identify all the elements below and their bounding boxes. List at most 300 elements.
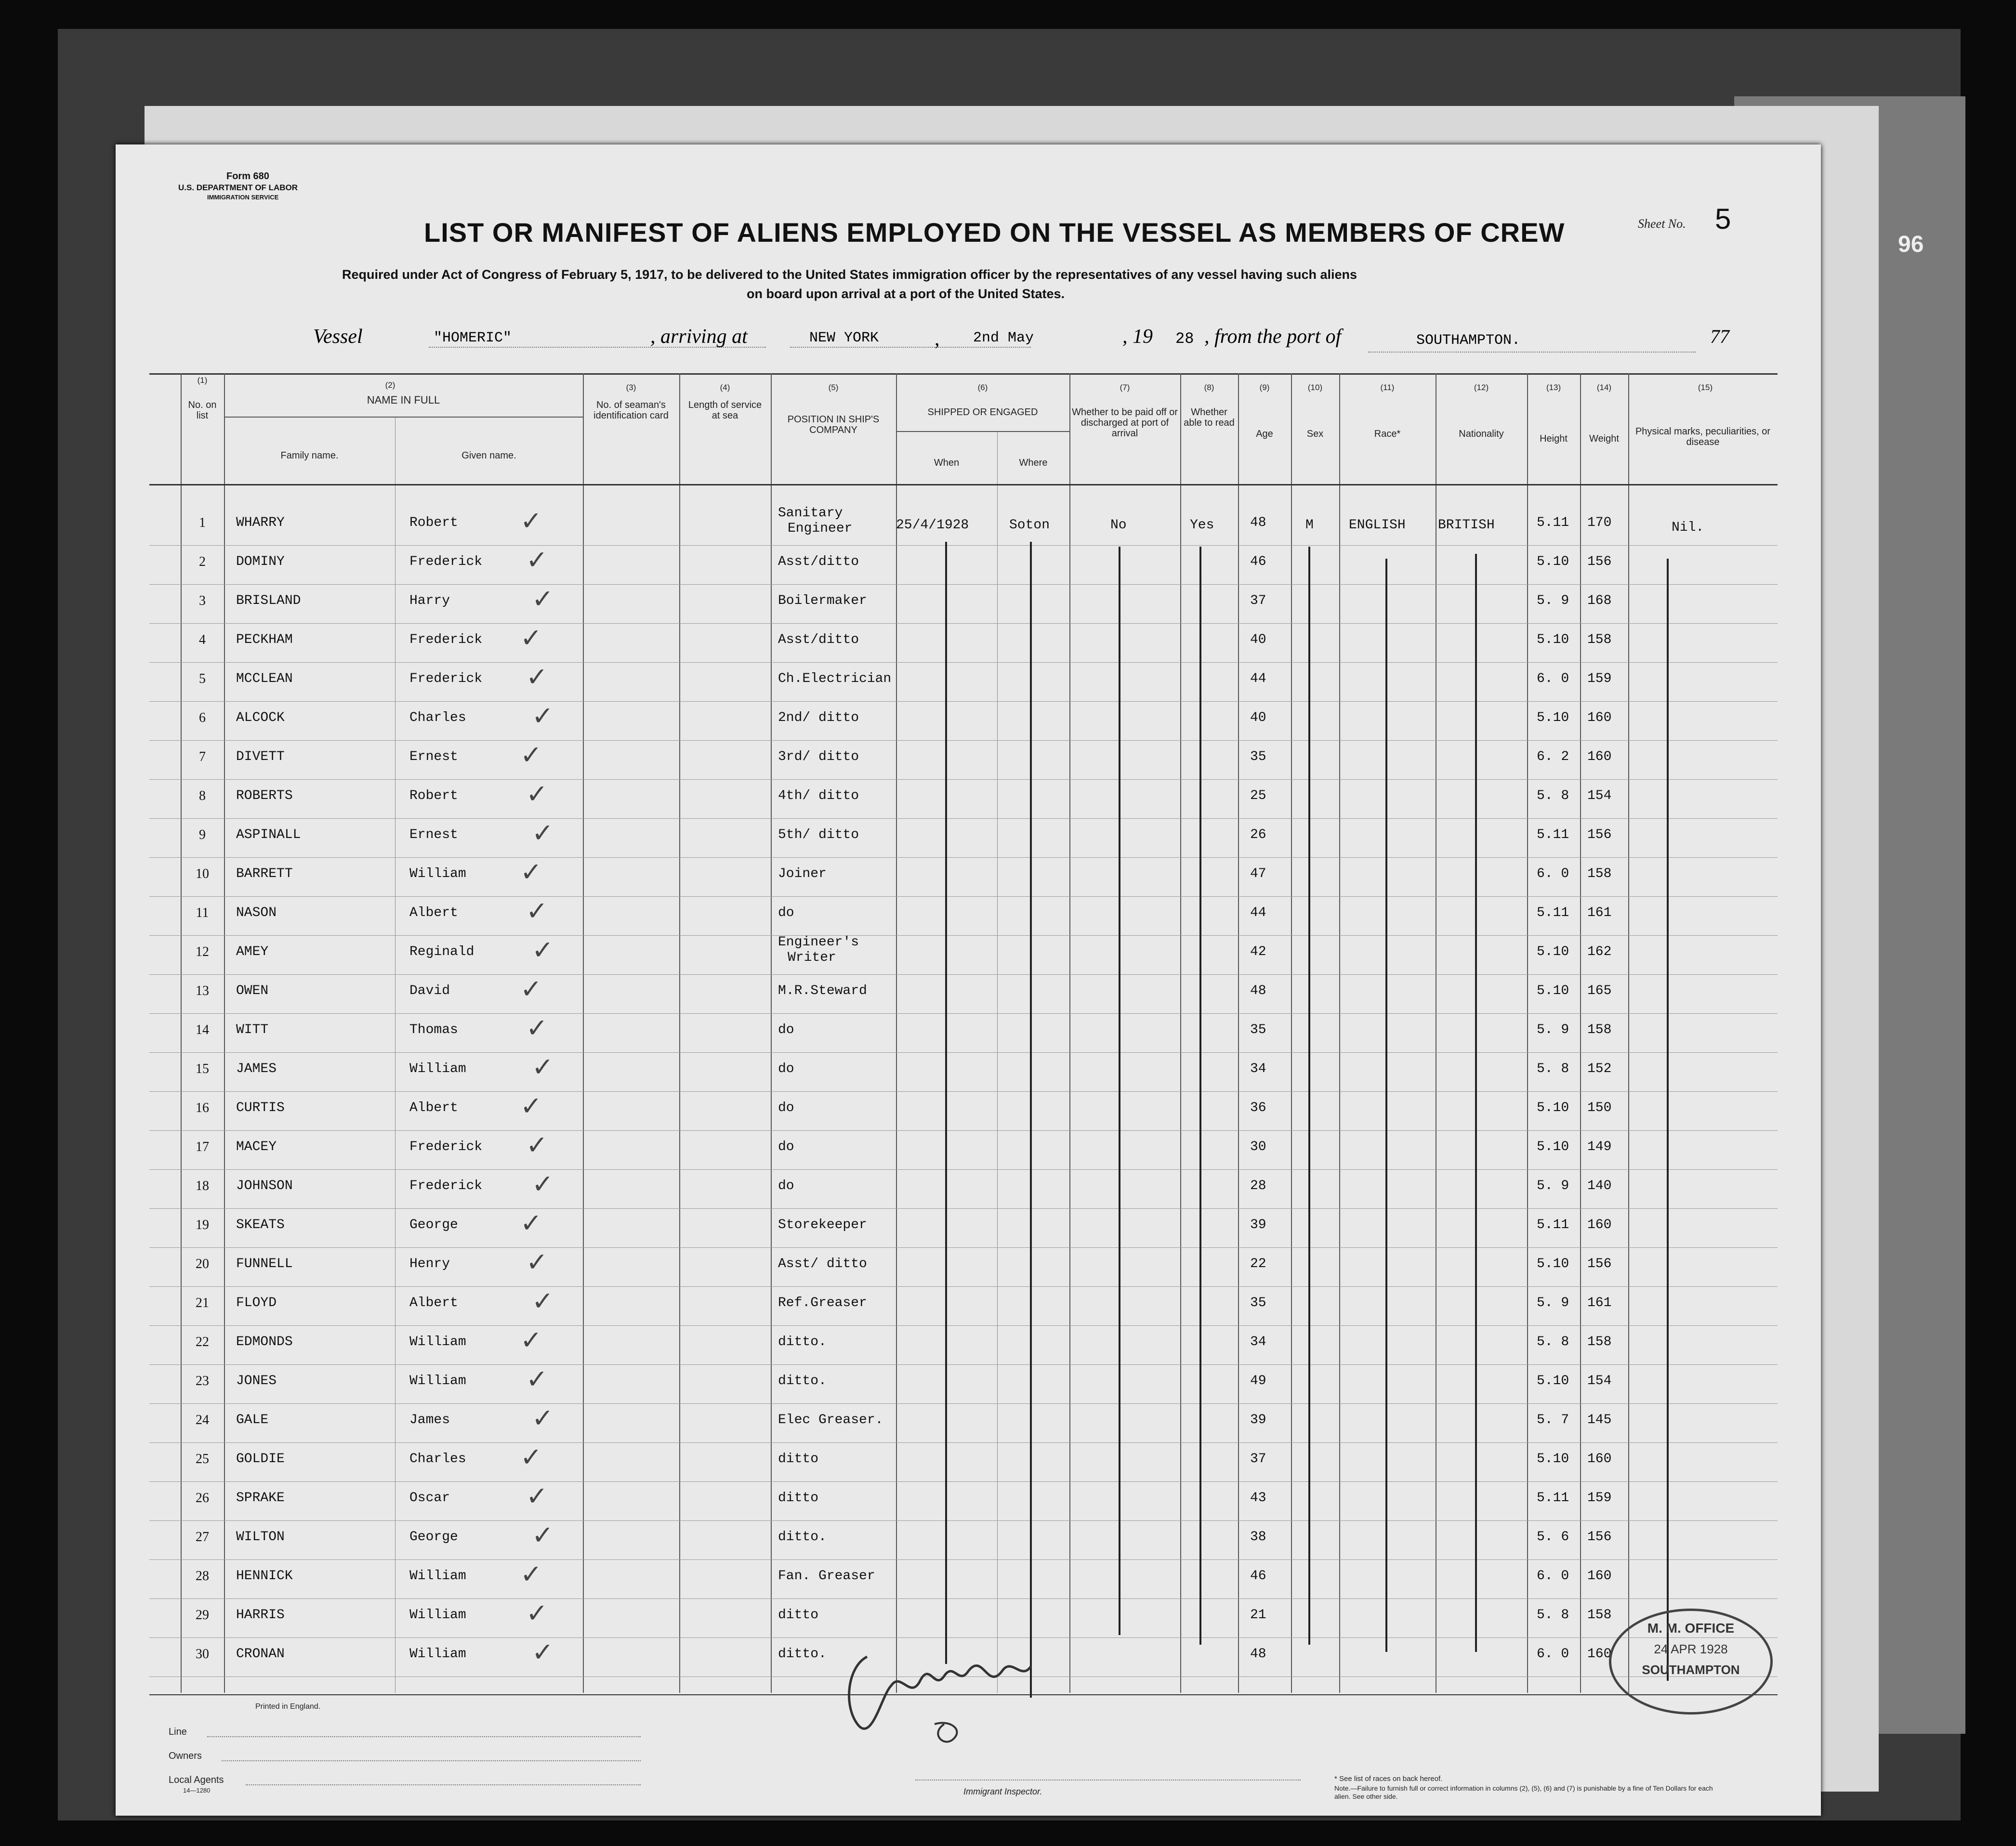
row-given-name: William — [409, 1335, 466, 1349]
row-height: 6. 0 — [1537, 1647, 1569, 1662]
row-rule — [149, 1598, 1778, 1599]
row-number: 1 — [199, 515, 206, 530]
row-position: Boilermaker — [778, 593, 867, 608]
row-1-sex: M — [1305, 518, 1314, 533]
row-position: Ref.Greaser — [778, 1296, 867, 1310]
row-family-name: HENNICK — [236, 1569, 293, 1584]
row-age: 34 — [1250, 1061, 1266, 1076]
ditto-line-paid-off — [1119, 547, 1120, 1635]
row-given-name: Henry — [409, 1257, 450, 1271]
row-position: M.R.Steward — [778, 983, 867, 998]
row-weight: 159 — [1587, 1491, 1612, 1506]
row-rule — [149, 935, 1778, 936]
row-weight: 158 — [1587, 1608, 1612, 1623]
row-weight: 160 — [1587, 1452, 1612, 1466]
row-family-name: NASON — [236, 905, 277, 920]
row-height: 5.10 — [1537, 1452, 1569, 1466]
row-weight: 156 — [1587, 1530, 1612, 1545]
handwritten-note: 77 — [1710, 326, 1729, 347]
row-age: 48 — [1250, 983, 1266, 998]
row-rule — [149, 545, 1778, 546]
row-weight: 158 — [1587, 866, 1612, 881]
row-age: 42 — [1250, 944, 1266, 959]
row-given-name: Robert — [409, 515, 458, 530]
row-height: 5.11 — [1537, 1218, 1569, 1232]
row-height: 6. 0 — [1537, 866, 1569, 881]
col-header-when: When — [934, 458, 960, 468]
row-number: 7 — [199, 749, 206, 764]
row-position: ditto. — [778, 1530, 827, 1545]
col-header-family: Family name. — [280, 450, 339, 461]
ditto-line-sex — [1308, 547, 1310, 1645]
row-given-name: William — [409, 1061, 466, 1076]
col-num-11: (11) — [1380, 383, 1395, 392]
col-header-sex: Sex — [1306, 429, 1324, 439]
row-age: 39 — [1250, 1218, 1266, 1232]
row-weight: 158 — [1587, 1022, 1612, 1037]
col-header-race: Race* — [1374, 429, 1401, 439]
row-family-name: JAMES — [236, 1061, 277, 1076]
row-age: 44 — [1250, 671, 1266, 686]
row-weight: 165 — [1587, 983, 1612, 998]
ditto-line-able-read — [1199, 547, 1201, 1645]
check-mark-icon: ✓ — [532, 1403, 554, 1433]
row-given-name: William — [409, 866, 466, 881]
row-given-name: Harry — [409, 593, 450, 608]
row-position: Elec Greaser. — [778, 1413, 883, 1427]
row-rule — [149, 1520, 1778, 1521]
row-weight: 149 — [1587, 1139, 1612, 1154]
row-number: 10 — [196, 866, 209, 881]
page-title: LIST OR MANIFEST OF ALIENS EMPLOYED ON THE VESSEL AS MEMBERS OF CREW — [424, 217, 1565, 248]
row-given-name: Charles — [409, 710, 466, 725]
row-rule — [149, 1208, 1778, 1209]
row-age: 30 — [1250, 1139, 1266, 1154]
row-number: 4 — [199, 632, 206, 647]
row-position-line-2: Engineer — [788, 521, 853, 536]
row-position: do — [778, 1178, 794, 1193]
col-header-weight: Weight — [1589, 433, 1619, 444]
check-mark-icon: ✓ — [526, 1247, 548, 1277]
col-num-6: (6) — [977, 383, 988, 392]
row-age: 22 — [1250, 1257, 1266, 1271]
col-header-paid-off: Whether to be paid off or discharged at port of arrival — [1072, 407, 1178, 439]
row-height: 5.11 — [1537, 827, 1569, 842]
row-given-name: Frederick — [409, 632, 483, 647]
row-given-name: Ernest — [409, 749, 458, 764]
check-mark-icon: ✓ — [526, 1481, 548, 1511]
row-given-name: David — [409, 983, 450, 998]
row-number: 13 — [196, 983, 209, 998]
row-family-name: WILTON — [236, 1530, 285, 1545]
col-num-5: (5) — [828, 383, 839, 392]
row-height: 5. 7 — [1537, 1413, 1569, 1427]
row-number: 23 — [196, 1374, 209, 1388]
department: U.S. DEPARTMENT OF LABOR — [178, 183, 298, 192]
col-header-shipped: SHIPPED OR ENGAGED — [927, 407, 1038, 418]
row-position: do — [778, 1100, 794, 1115]
row-given-name: Charles — [409, 1452, 466, 1466]
row-family-name: GOLDIE — [236, 1452, 285, 1466]
row-weight: 160 — [1587, 1218, 1612, 1232]
row-1-physical: Nil. — [1672, 520, 1704, 535]
check-mark-icon: ✓ — [532, 701, 554, 731]
check-mark-icon: ✓ — [532, 1052, 554, 1082]
row-weight: 154 — [1587, 1374, 1612, 1388]
row-height: 5.10 — [1537, 1139, 1569, 1154]
ditto-line-physical — [1667, 559, 1669, 1681]
row-number: 8 — [199, 788, 206, 803]
arriving-label: , arriving at — [650, 326, 748, 348]
row-position: 2nd/ ditto — [778, 710, 859, 725]
row-given-name: William — [409, 1647, 466, 1662]
row-number: 24 — [196, 1413, 209, 1427]
col-num-9: (9) — [1259, 383, 1270, 392]
margin-number: 96 — [1898, 232, 1924, 257]
row-height: 6. 2 — [1537, 749, 1569, 764]
col-num-3: (3) — [626, 383, 636, 392]
row-family-name: BRISLAND — [236, 593, 301, 608]
row-family-name: EDMONDS — [236, 1335, 293, 1349]
check-mark-icon: ✓ — [526, 1013, 548, 1043]
ditto-line-race — [1385, 559, 1387, 1652]
row-given-name: Thomas — [409, 1022, 458, 1037]
row-family-name: WHARRY — [236, 515, 285, 530]
col-num-8: (8) — [1204, 383, 1214, 392]
check-mark-icon: ✓ — [520, 857, 542, 887]
row-age: 40 — [1250, 632, 1266, 647]
year-suffix: 28 — [1175, 330, 1194, 348]
row-number: 19 — [196, 1218, 209, 1232]
row-position: do — [778, 1061, 794, 1076]
row-1-paid-off: No — [1110, 518, 1127, 533]
row-number: 9 — [199, 827, 206, 842]
check-mark-icon: ✓ — [526, 1598, 548, 1628]
row-height: 5.10 — [1537, 1100, 1569, 1115]
col-header-where: Where — [1019, 458, 1048, 468]
row-rule — [149, 1364, 1778, 1365]
check-mark-icon: ✓ — [532, 1520, 554, 1550]
local-agents-label: Local Agents — [169, 1775, 224, 1785]
check-mark-icon: ✓ — [520, 1208, 542, 1238]
row-rule — [149, 818, 1778, 819]
row-number: 15 — [196, 1061, 209, 1076]
row-rule — [149, 1130, 1778, 1131]
row-number: 29 — [196, 1608, 209, 1623]
row-height: 5.11 — [1537, 515, 1569, 530]
row-height: 5.10 — [1537, 554, 1569, 569]
row-height: 5.11 — [1537, 1491, 1569, 1506]
row-height: 5. 8 — [1537, 1335, 1569, 1349]
row-rule — [149, 1481, 1778, 1482]
row-age: 46 — [1250, 554, 1266, 569]
row-given-name: Albert — [409, 1100, 458, 1115]
check-mark-icon: ✓ — [526, 1130, 548, 1160]
form-number: Form 680 — [226, 171, 269, 182]
row-height: 5. 8 — [1537, 1061, 1569, 1076]
row-number: 27 — [196, 1530, 209, 1545]
row-family-name: CURTIS — [236, 1100, 285, 1115]
check-mark-icon: ✓ — [526, 545, 548, 575]
row-age: 43 — [1250, 1491, 1266, 1506]
row-rule — [149, 1403, 1778, 1404]
form-code: 14—1280 — [183, 1787, 211, 1794]
row-weight: 160 — [1587, 1569, 1612, 1584]
row-weight: 150 — [1587, 1100, 1612, 1115]
row-number: 30 — [196, 1647, 209, 1662]
row-height: 5. 6 — [1537, 1530, 1569, 1545]
row-age: 26 — [1250, 827, 1266, 842]
row-age: 49 — [1250, 1374, 1266, 1388]
row-weight: 160 — [1587, 749, 1612, 764]
row-rule — [149, 1286, 1778, 1287]
row-number: 21 — [196, 1296, 209, 1310]
comma: , — [935, 328, 940, 350]
row-position: do — [778, 1022, 794, 1037]
owners-label: Owners — [169, 1751, 202, 1761]
row-given-name: Oscar — [409, 1491, 450, 1506]
row-age: 21 — [1250, 1608, 1266, 1623]
row-given-name: Albert — [409, 905, 458, 920]
stamp-line-1: M. M. OFFICE — [1647, 1621, 1735, 1636]
row-given-name: Robert — [409, 788, 458, 803]
row-family-name: WITT — [236, 1022, 269, 1037]
row-position: Sanitary — [778, 506, 843, 521]
row-age: 47 — [1250, 866, 1266, 881]
row-weight: 161 — [1587, 1296, 1612, 1310]
row-age: 38 — [1250, 1530, 1266, 1545]
row-1-able-read: Yes — [1190, 518, 1214, 533]
row-position: 5th/ ditto — [778, 827, 859, 842]
row-number: 2 — [199, 554, 206, 569]
row-age: 39 — [1250, 1413, 1266, 1427]
check-mark-icon: ✓ — [520, 1325, 542, 1355]
row-age: 46 — [1250, 1569, 1266, 1584]
row-rule — [149, 1442, 1778, 1443]
row-position: ditto — [778, 1452, 819, 1466]
row-position: Asst/ditto — [778, 632, 859, 647]
row-height: 5.11 — [1537, 905, 1569, 920]
port-dotline — [790, 347, 1031, 348]
row-rule — [149, 623, 1778, 624]
check-mark-icon: ✓ — [532, 818, 554, 848]
row-1-where: Soton — [1009, 518, 1050, 533]
row-age: 35 — [1250, 1022, 1266, 1037]
manifest-page — [116, 144, 1821, 1816]
row-given-name: Albert — [409, 1296, 458, 1310]
row-rule — [149, 662, 1778, 663]
row-family-name: ASPINALL — [236, 827, 301, 842]
row-position: 4th/ ditto — [778, 788, 859, 803]
row-position: ditto. — [778, 1647, 827, 1662]
stamp-line-2: 24 APR 1928 — [1654, 1642, 1728, 1656]
row-number: 26 — [196, 1491, 209, 1506]
row-number: 12 — [196, 944, 209, 959]
row-age: 36 — [1250, 1100, 1266, 1115]
col-header-height: Height — [1540, 433, 1568, 444]
subtitle-line-2: on board upon arrival at a port of the United States. — [747, 287, 1065, 301]
col-header-no: No. on list — [188, 400, 217, 421]
row-family-name: OWEN — [236, 983, 269, 998]
check-mark-icon: ✓ — [532, 1286, 554, 1316]
check-mark-icon: ✓ — [520, 1091, 542, 1121]
line-label: Line — [169, 1727, 187, 1737]
check-mark-icon: ✓ — [526, 896, 548, 926]
check-mark-icon: ✓ — [520, 506, 542, 536]
row-number: 14 — [196, 1022, 209, 1037]
row-height: 5.10 — [1537, 1374, 1569, 1388]
row-age: 28 — [1250, 1178, 1266, 1193]
from-port: SOUTHAMPTON. — [1416, 332, 1521, 349]
inspector-signature — [838, 1628, 1079, 1753]
col-num-2: (2) — [385, 380, 395, 390]
manifest-table — [149, 373, 1778, 1695]
row-family-name: MCCLEAN — [236, 671, 293, 686]
row-weight: 140 — [1587, 1178, 1612, 1193]
row-weight: 168 — [1587, 593, 1612, 608]
row-position: Asst/ditto — [778, 554, 859, 569]
row-position: do — [778, 905, 794, 920]
row-family-name: HARRIS — [236, 1608, 285, 1623]
row-height: 5. 8 — [1537, 1608, 1569, 1623]
year-prefix: , 19 — [1122, 326, 1153, 348]
col-num-15: (15) — [1698, 383, 1713, 392]
row-position: ditto. — [778, 1374, 827, 1388]
row-weight: 162 — [1587, 944, 1612, 959]
row-position: Asst/ ditto — [778, 1257, 867, 1271]
from-port-label: , from the port of — [1204, 326, 1342, 348]
row-rule — [149, 701, 1778, 702]
row-number: 16 — [196, 1100, 209, 1115]
row-position: ditto — [778, 1491, 819, 1506]
ditto-line-when — [945, 542, 947, 1664]
row-family-name: JONES — [236, 1374, 277, 1388]
row-height: 5.10 — [1537, 983, 1569, 998]
row-given-name: Frederick — [409, 1139, 483, 1154]
row-weight: 161 — [1587, 905, 1612, 920]
check-mark-icon: ✓ — [532, 1169, 554, 1199]
ditto-line-nationality — [1475, 554, 1477, 1652]
row-1-nationality: BRITISH — [1438, 518, 1495, 533]
row-position: Ch.Electrician — [778, 671, 892, 686]
office-stamp — [1609, 1609, 1773, 1715]
row-family-name: DIVETT — [236, 749, 285, 764]
row-rule — [149, 779, 1778, 780]
stamp-line-3: SOUTHAMPTON — [1642, 1663, 1740, 1677]
check-mark-icon: ✓ — [526, 662, 548, 692]
row-number: 6 — [199, 710, 206, 725]
row-family-name: JOHNSON — [236, 1178, 293, 1193]
row-given-name: Frederick — [409, 554, 483, 569]
row-number: 3 — [199, 593, 206, 608]
row-1-race: ENGLISH — [1349, 518, 1406, 533]
row-weight: 158 — [1587, 632, 1612, 647]
row-number: 17 — [196, 1139, 209, 1154]
col-header-nationality: Nationality — [1459, 429, 1504, 439]
row-rule — [149, 857, 1778, 858]
row-number: 5 — [199, 671, 206, 686]
row-weight: 156 — [1587, 1257, 1612, 1271]
row-weight: 170 — [1587, 515, 1612, 530]
row-rule — [149, 1013, 1778, 1014]
row-given-name: Frederick — [409, 671, 483, 686]
row-position: Storekeeper — [778, 1218, 867, 1232]
check-mark-icon: ✓ — [532, 1637, 554, 1667]
row-weight: 156 — [1587, 554, 1612, 569]
row-position-line-2: Writer — [788, 950, 836, 965]
row-age: 34 — [1250, 1335, 1266, 1349]
vessel-label: Vessel — [313, 326, 363, 348]
row-height: 5. 9 — [1537, 1296, 1569, 1310]
row-age: 37 — [1250, 1452, 1266, 1466]
col-num-4: (4) — [720, 383, 730, 392]
col-num-7: (7) — [1120, 383, 1130, 392]
from-dotline — [1368, 352, 1696, 353]
row-height: 6. 0 — [1537, 671, 1569, 686]
check-mark-icon: ✓ — [520, 740, 542, 770]
check-mark-icon: ✓ — [520, 1559, 542, 1589]
row-height: 5.10 — [1537, 632, 1569, 647]
row-age: 48 — [1250, 1647, 1266, 1662]
row-rule — [149, 1247, 1778, 1248]
sheet-number: 5 — [1715, 203, 1731, 235]
row-rule — [149, 1325, 1778, 1326]
row-weight: 158 — [1587, 1335, 1612, 1349]
row-number: 22 — [196, 1335, 209, 1349]
row-family-name: FUNNELL — [236, 1257, 293, 1271]
check-mark-icon: ✓ — [520, 1442, 542, 1472]
row-family-name: CRONAN — [236, 1647, 285, 1662]
row-rule — [149, 1091, 1778, 1092]
row-weight: 154 — [1587, 788, 1612, 803]
row-position: ditto — [778, 1608, 819, 1623]
row-age: 35 — [1250, 749, 1266, 764]
row-age: 25 — [1250, 788, 1266, 803]
row-weight: 152 — [1587, 1061, 1612, 1076]
row-given-name: Reginald — [409, 944, 474, 959]
row-number: 25 — [196, 1452, 209, 1466]
check-mark-icon: ✓ — [526, 779, 548, 809]
check-mark-icon: ✓ — [520, 623, 542, 653]
row-given-name: William — [409, 1608, 466, 1623]
col-header-age: Age — [1256, 429, 1273, 439]
row-weight: 159 — [1587, 671, 1612, 686]
row-height: 5. 9 — [1537, 1022, 1569, 1037]
row-family-name: GALE — [236, 1413, 269, 1427]
check-mark-icon: ✓ — [532, 584, 554, 614]
row-rule — [149, 584, 1778, 585]
row-family-name: DOMINY — [236, 554, 285, 569]
row-number: 11 — [196, 905, 209, 920]
col-header-given: Given name. — [461, 450, 516, 461]
row-rule — [149, 896, 1778, 897]
race-note: * See list of races on back hereof. — [1334, 1775, 1443, 1783]
row-height: 6. 0 — [1537, 1569, 1569, 1584]
arrival-port: NEW YORK — [809, 330, 879, 346]
row-height: 5.10 — [1537, 1257, 1569, 1271]
row-family-name: SPRAKE — [236, 1491, 285, 1506]
col-header-able-read: Whether able to read — [1184, 407, 1235, 428]
row-given-name: William — [409, 1374, 466, 1388]
row-family-name: ALCOCK — [236, 710, 285, 725]
row-position: do — [778, 1139, 794, 1154]
arrival-date: 2nd May — [973, 330, 1034, 346]
row-age: 37 — [1250, 593, 1266, 608]
check-mark-icon: ✓ — [532, 935, 554, 965]
inspector-label: Immigrant Inspector. — [963, 1787, 1042, 1796]
row-age: 44 — [1250, 905, 1266, 920]
col-num-10: (10) — [1307, 383, 1323, 392]
